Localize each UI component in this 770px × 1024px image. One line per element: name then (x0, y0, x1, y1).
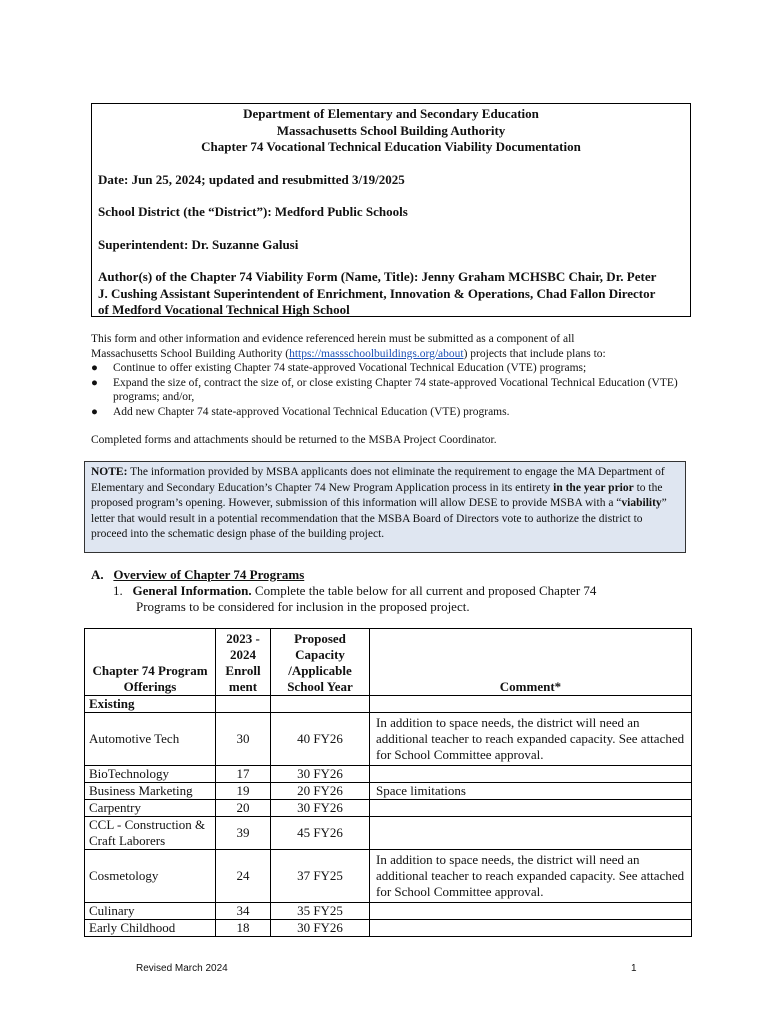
list-item: ● Expand the size of, contract the size of, or close existing Chapter 74 state-approved Vocational Technical Education (VTE) programs; and/or, (91, 376, 678, 403)
header-superintendent: Superintendent: Dr. Suzanne Galusi (98, 236, 299, 252)
table-row: Early Childhood 18 30 FY26 (85, 920, 692, 937)
table-row: Cosmetology 24 37 FY25 In addition to space needs, the district will need an additional teacher to reach expanded capacity. See attached for School Committee approval. (85, 850, 692, 903)
table-row: Culinary 34 35 FY25 (85, 903, 692, 920)
intro-line2-pre: Massachusetts School Building Authority ( (91, 347, 290, 360)
section-a-heading: A. Overview of Chapter 74 Programs (91, 567, 305, 582)
massschoolbuildings-link[interactable]: https://massschoolbuildings.org/about (289, 347, 464, 360)
table-row: CCL - Construction & Craft Laborers 39 45 FY26 (85, 817, 692, 850)
intro-paragraph (91, 332, 691, 419)
program-table (84, 628, 692, 937)
intro-line1: This form and other information and evidence referenced herein must be submitted as a component of all (91, 333, 575, 345)
table-row: Automotive Tech 30 40 FY26 In addition to space needs, the district will need an additional teacher to reach expanded capacity. See attached for School Committee approval. (85, 713, 692, 766)
table-section-row (85, 696, 692, 713)
general-information-item-cont: Programs to be considered for inclusion in the proposed project. (136, 599, 470, 614)
note-box: NOTE: The information provided by MSBA applicants does not eliminate the requirement to engage the MA Department of Elementary and Secondary Education’s Chapter 74 New Program Application process in its entirety in the year prior to the proposed program’s opening. However, submission of this information will allow DESE to provide MSBA with a “viability” letter that would result in a potential recommendation that the MSBA Board of Directors vote to authorize the district to proceed into the schematic design phase of the building project. (84, 461, 686, 553)
list-item: ● Add new Chapter 74 state-approved Vocational Technical Education (VTE) programs. (91, 405, 510, 418)
header-authority: Massachusetts School Building Authority (276, 122, 506, 138)
completed-forms-note: Completed forms and attachments should be returned to the MSBA Project Coordinator. (91, 434, 497, 446)
general-information-item: 1. General Information. Complete the table below for all current and proposed Chapter 74 (113, 583, 597, 598)
header-comment: Comment* (370, 629, 692, 696)
intro-bullet-list (91, 361, 691, 419)
intro-line2 (91, 347, 691, 362)
bullet-icon: ● (91, 405, 98, 418)
header-date: Date: Jun 25, 2024; updated and resubmitted 3/19/2025 (98, 171, 405, 187)
section-a (91, 567, 691, 615)
document-header-box (91, 103, 691, 317)
header-district: School District (the “District”): Medford Public Schools (98, 204, 408, 219)
footer-revised: Revised March 2024 (136, 963, 228, 974)
intro-line2-post: ) projects that include plans to: (463, 347, 606, 360)
section-existing: Existing (85, 696, 216, 713)
header-doc-title: Chapter 74 Vocational Technical Education Viability Documentation (201, 139, 581, 154)
header-program: Chapter 74 Program Offerings (85, 629, 216, 696)
bullet-icon: ● (91, 376, 98, 389)
bullet-icon: ● (91, 362, 98, 374)
table-row: BioTechnology 17 30 FY26 (85, 766, 692, 783)
footer-page-number: 1 (631, 963, 637, 974)
note-label: NOTE: (91, 466, 128, 478)
header-authors-line2: J. Cushing Assistant Superintendent of Enrichment, Innovation & Operations, Chad Fallon Director (98, 285, 656, 301)
list-item: ● Continue to offer existing Chapter 74 state-approved Vocational Technical Education (VTE) programs; (91, 362, 587, 374)
note-bold-year-prior: in the year prior (553, 481, 634, 494)
note-bold-viability: viability (621, 497, 662, 509)
table-row: Business Marketing 19 20 FY26 Space limitations (85, 783, 692, 800)
table-header-row (85, 629, 692, 696)
header-enrollment: 2023 - 2024 Enroll ment (216, 629, 271, 696)
header-capacity: Proposed Capacity /Applicable School Year (271, 629, 370, 696)
header-authors-line1: Author(s) of the Chapter 74 Viability Form (Name, Title): Jenny Graham MCHSBC Chair, Dr. Peter (98, 269, 657, 284)
table-row: Carpentry 20 30 FY26 (85, 800, 692, 817)
header-department: Department of Elementary and Secondary Education (243, 106, 539, 121)
header-authors-line3: of Medford Vocational Technical High School (98, 302, 350, 317)
